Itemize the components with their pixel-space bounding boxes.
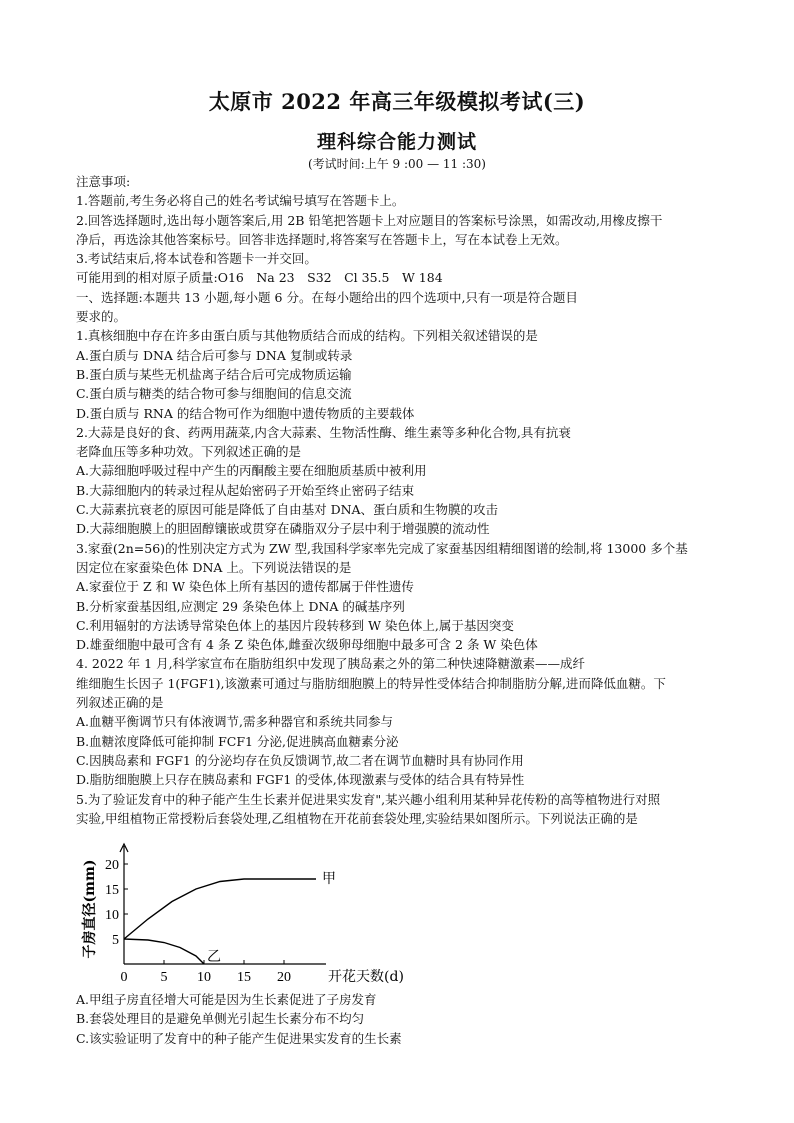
series-line-0 [124,879,316,939]
series-label: 乙 [207,949,221,965]
text-line: 1.答题前,考生务必将自己的姓名考试编号填写在答题卡上。 [76,193,405,209]
text-line: C.因胰岛素和 FGF1 的分泌均存在负反馈调节,故二者在调节血糖时具有协同作用 [76,752,524,768]
text-line: 净后，再选涂其他答案标号。回答非选择题时,将答案写在答题卡上，写在本试卷上无效。 [76,231,568,247]
option-line: B.套袋处理目的是避免单侧光引起生长素分布不均匀 [76,1011,365,1027]
text-line: D.脂肪细胞膜上只存在胰岛素和 FGF1 的受体,体现激素与受体的结合具有特异性 [76,772,525,788]
text-line: D.大蒜细胞膜上的胆固醇镶嵌或贯穿在磷脂双分子层中利于增强膜的流动性 [76,521,490,537]
text-line: 2.回答选择题时,选出每小题答案后,用 2B 铅笔把答题卡上对应题目的答案标号涂黑，如需改动,用橡皮擦干 [76,212,663,228]
text-line: B.大蒜细胞内的转录过程从起始密码子开始至终止密码子结束 [76,482,415,498]
text-line: D.雄蚕细胞中最可含有 4 条 Z 染色体,雌蚕次级卵母细胞中最多可含 2 条 W 染色体 [76,637,538,653]
option-line: C.该实验证明了发育中的种子能产生促进果实发育的生长素 [76,1030,402,1046]
y-tick-label: 5 [112,933,119,948]
text-line: D.蛋白质与 RNA 的结合物可作为细胞中遗传物质的主要载体 [76,405,415,421]
x-tick-label: 15 [237,970,251,985]
x-tick-label: 0 [120,970,128,985]
y-tick-label: 10 [105,908,119,923]
y-tick-label: 15 [105,883,119,898]
text-line: 实验,甲组植物正常授粉后套袋处理,乙组植物在开花前套袋处理,实验结果如图所示。下列说法正确的是 [76,810,638,826]
text-line: 3.家蚕(2n=56)的性别决定方式为 ZW 型,我国科学家率先完成了家蚕基因组精细图谱的绘制,将 13000 多个基 [76,540,688,556]
text-line: B.蛋白质与某些无机盐离子结合后可完成物质运输 [76,366,352,382]
text-line: C.利用辐射的方法诱导常染色体上的基因片段转移到 W 染色体上,属于基因突变 [76,617,514,633]
text-line: A.血糖平衡调节只有体液调节,需多种器官和系统共同参与 [76,714,393,730]
text-line: 列叙述正确的是 [76,695,164,711]
x-tick-label: 5 [160,970,168,985]
text-line: 1.真核细胞中存在许多由蛋白质与其他物质结合而成的结构。下列相关叙述错误的是 [76,328,538,344]
x-tick-label: 10 [197,970,211,985]
text-line: 5.为了验证发育中的种子能产生生长素并促进果实发育",某兴趣小组利用某种异花传粉的高等植物进行对照 [76,791,661,807]
exam-title: 太原市 2022 年高三年级模拟考试(三) [208,89,586,114]
text-line: 维细胞生长因子 1(FGF1),该激素可通过与脂肪细胞膜上的特异性受体结合抑制脂肪分解,进而降低血糖。下 [76,675,666,691]
exam-time: (考试时间:上午 9 :00 — 11 :30) [307,157,486,171]
x-axis-label: 开花天数(d) [328,969,404,985]
exam-body [76,172,726,828]
text-line: 4. 2022 年 1 月,科学家宣布在脂肪组织中发现了胰岛素之外的第二种快速降糖激素——成纤 [76,656,586,672]
text-line: 3.考试结束后,将本试卷和答题卡一并交回。 [76,251,317,267]
text-line: A.家蚕位于 Z 和 W 染色体上所有基因的遗传都属于伴性遗传 [76,579,414,595]
series-label: 甲 [322,871,336,887]
text-line: B.血糖浓度降低可能抑制 FCF1 分泌,促进胰高血糖素分泌 [76,733,399,749]
ovary-diameter-chart [76,832,404,992]
text-line: A.蛋白质与 DNA 结合后可参与 DNA 复制或转录 [76,347,353,363]
text-line: 注意事项: [76,174,131,189]
y-axis-label: 子房直径(mm) [82,859,98,959]
text-line: 可能用到的相对原子质量:O16 Na 23 S32 Cl 35.5 W 184 [76,270,443,286]
question5-options [76,990,726,1048]
x-tick-label: 20 [277,970,291,985]
y-tick-label: 20 [105,858,119,873]
exam-subtitle: 理科综合能力测试 [316,131,477,153]
text-line: 要求的。 [76,309,127,325]
text-line: 2.大蒜是良好的食、药两用蔬菜,内含大蒜素、生物活性酶、维生素等多种化合物,具有抗衰 [76,424,571,440]
text-line: 老降血压等多种功效。下列叙述正确的是 [76,444,302,460]
text-line: 因定位在家蚕染色体 DNA 上。下列说法错误的是 [76,559,352,575]
text-line: C.大蒜素抗衰老的原因可能是降低了自由基对 DNA、蛋白质和生物膜的攻击 [76,502,499,518]
text-line: B.分析家蚕基因组,应测定 29 条染色体上 DNA 的碱基序列 [76,598,405,614]
option-line: A.甲组子房直径增大可能是因为生长素促进了子房发育 [76,992,377,1007]
text-line: A.大蒜细胞呼吸过程中产生的丙酮酸主要在细胞质基质中被利用 [76,463,427,479]
text-line: C.蛋白质与糖类的结合物可参与细胞间的信息交流 [76,386,352,402]
text-line: 一、选择题:本题共 13 小题,每小题 6 分。在每小题给出的四个选项中,只有一项是符合题目 [76,289,578,305]
